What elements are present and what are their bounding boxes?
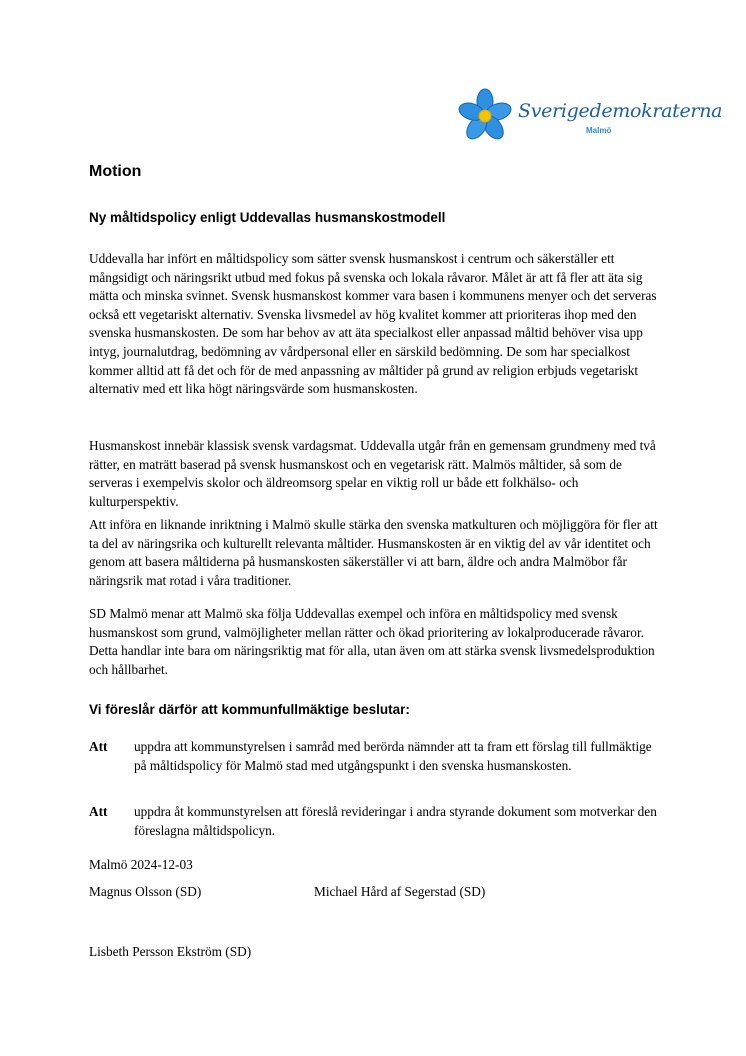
signature: Magnus Olsson (SD) — [89, 884, 202, 899]
body-paragraph: SD Malmö menar att Malmö ska följa Uddevallas exempel och införa en måltidspolicy med svensk husmanskost som grund, valmöjligheter mellan rätter och ökad prioritering av lokalproducerade råvaror. Detta handlar inte bara om näringsriktig mat för alla, utan även om att stärka svensk livsmedelsproduktion och hållbarhet. — [89, 606, 655, 677]
document-type-heading: Motion — [89, 163, 142, 180]
logo-wordmark: Sverigedemokraterna — [518, 100, 723, 122]
body-paragraph: Att införa en liknande inriktning i Malmö skulle stärka den svenska matkulturen och möjliggöra för fler att ta del av näringsrika och kulturellt relevanta måltider. Husmanskosten är en viktig del av vår identitet och genom att basera måltiderna på husmanskosten säkerställer vi att barn, äldre och andra Malmöbor får näringsrik mat rotad i våra traditioner. — [89, 517, 658, 588]
blue-anemone-flower-icon — [458, 86, 520, 148]
signature: Lisbeth Persson Ekström (SD) — [89, 944, 252, 959]
logo-city: Malmö — [586, 126, 612, 135]
proposal-label: Att — [89, 739, 108, 754]
body-paragraph: Husmanskost innebär klassisk svensk vardagsmat. Uddevalla utgår från en gemensam grundmeny med två rätter, en maträtt baserad på svensk husmanskost och en vegetarisk rätt. Malmös måltider, så som de serveras i exempelvis skolor och äldreomsorg spelar en viktig roll ur både ett folkhälso- och kulturperspektiv. — [89, 438, 656, 509]
proposal-label: Att — [89, 804, 108, 819]
proposal-heading: Vi föreslår därför att kommunfullmäktige beslutar: — [89, 702, 410, 717]
proposal-text: uppdra åt kommunstyrelsen att föreslå revideringar i andra styrande dokument som motverkar den föreslagna måltidspolicyn. — [134, 804, 657, 838]
party-logo — [458, 86, 723, 148]
proposal-text: uppdra att kommunstyrelsen i samråd med berörda nämnder att ta fram ett förslag till fullmäktige på måltidspolicy för Malmö stad med utgångspunkt i den svenska husmanskosten. — [134, 739, 652, 773]
document-title: Ny måltidspolicy enligt Uddevallas husmanskostmodell — [89, 210, 446, 225]
body-paragraph: Uddevalla har infört en måltidspolicy som sätter svensk husmanskost i centrum och säkerställer ett mångsidigt och näringsrikt utbud med fokus på svenska och lokala råvaror. Målet är att få fler att äta sig mätta och minska svinnet. Svensk husmanskost kommer vara basen i kommunens menyer och det serveras också ett vegetariskt alternativ. Svenska livsmedel av hög kvalitet kommer att prioriteras ihop med den svenska husmanskosten. De som har behov av att äta specialkost eller anpassad måltid behöver visa upp intyg, journalutdrag, bedömning av vårdpersonal eller en särskild bedömning. De som har specialkost kommer alltid att få det och för de med anpassning av måltider på grund av religion erbjuds vegetariskt alternativ med ett lika högt näringsvärde som husmanskosten. — [89, 251, 657, 397]
date-line: Malmö 2024-12-03 — [89, 857, 193, 872]
signature: Michael Hård af Segerstad (SD) — [314, 884, 486, 899]
